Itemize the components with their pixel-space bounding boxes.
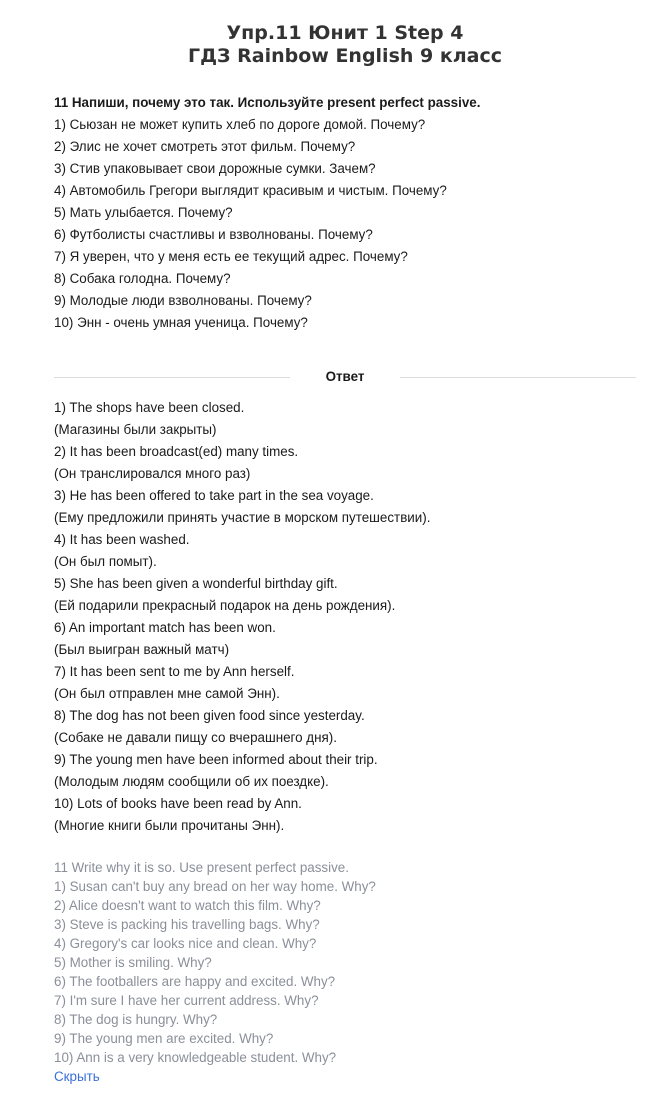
answer-line: 9) The young men have been informed about their trip. [54, 752, 378, 767]
answer-list [54, 397, 634, 837]
original-task-item: 6) The footballers are happy and excited. Why? [54, 974, 336, 989]
original-task-item: 7) I'm sure I have her current address. Why? [54, 993, 319, 1008]
divider-rule-left [54, 377, 290, 378]
original-task-item: 5) Mother is smiling. Why? [54, 955, 212, 970]
answer-line: 5) She has been given a wonderful birthday gift. [54, 576, 338, 591]
task-item: 8) Собака голодна. Почему? [54, 271, 231, 286]
hide-link[interactable]: Скрыть [54, 1069, 100, 1084]
answer-translation: (Ей подарили прекрасный подарок на день рождения). [54, 598, 396, 613]
original-task-item: 2) Alice doesn't want to watch this film. Why? [54, 898, 321, 913]
task-heading: 11 Напиши, почему это так. Используйте present perfect passive. [54, 95, 481, 110]
answer-translation: (Был выигран важный матч) [54, 642, 230, 657]
task-item: 10) Энн - очень умная ученица. Почему? [54, 315, 308, 330]
original-task-item: 1) Susan can't buy any bread on her way home. Why? [54, 879, 376, 894]
task-item: 7) Я уверен, что у меня есть ее текущий адрес. Почему? [54, 249, 408, 264]
original-task-item: 3) Steve is packing his travelling bags. Why? [54, 917, 320, 932]
answer-translation: (Он был отправлен мне самой Энн). [54, 686, 280, 701]
answer-translation: (Молодым людям сообщили об их поездке). [54, 774, 329, 789]
original-task-item: 9) The young men are excited. Why? [54, 1031, 274, 1046]
task-block [54, 92, 634, 334]
answer-line: 1) The shops have been closed. [54, 400, 245, 415]
original-task-block [54, 858, 634, 1086]
task-list [54, 114, 634, 334]
original-task-item: 8) The dog is hungry. Why? [54, 1012, 218, 1027]
answer-line: 8) The dog has not been given food since yesterday. [54, 708, 365, 723]
answer-translation: (Собаке не давали пищу со вчерашнего дня). [54, 730, 337, 745]
answer-divider [54, 366, 636, 388]
task-item: 3) Стив упаковывает свои дорожные сумки. Зачем? [54, 161, 376, 176]
page-title-line2: ГДЗ Rainbow English 9 класс [187, 45, 503, 67]
answer-line: 3) He has been offered to take part in the sea voyage. [54, 488, 374, 503]
answer-translation: (Магазины были закрыты) [54, 422, 217, 437]
answer-translation: (Он был помыт). [54, 554, 157, 569]
task-item: 4) Автомобиль Грегори выглядит красивым и чистым. Почему? [54, 183, 447, 198]
answer-translation: (Многие книги были прочитаны Энн). [54, 818, 285, 833]
task-item: 6) Футболисты счастливы и взволнованы. Почему? [54, 227, 373, 242]
task-item: 1) Сьюзан не может купить хлеб по дороге домой. Почему? [54, 117, 426, 132]
task-item: 2) Элис не хочет смотреть этот фильм. Почему? [54, 139, 356, 154]
answer-line: 10) Lots of books have been read by Ann. [54, 796, 302, 811]
page-title-line1: Упр.11 Юнит 1 Step 4 [226, 22, 464, 44]
original-task-heading: 11 Write why it is so. Use present perfect passive. [54, 860, 349, 875]
answer-line: 6) An important match has been won. [54, 620, 276, 635]
answer-line: 2) It has been broadcast(ed) many times. [54, 444, 299, 459]
task-item: 5) Мать улыбается. Почему? [54, 205, 233, 220]
answer-translation: (Он транслировался много раз) [54, 466, 251, 481]
task-item: 9) Молодые люди взволнованы. Почему? [54, 293, 312, 308]
original-task-item: 4) Gregory's car looks nice and clean. Why? [54, 936, 317, 951]
answer-line: 4) It has been washed. [54, 532, 190, 547]
divider-rule-right [400, 377, 636, 378]
original-task-item: 10) Ann is a very knowledgeable student. Why? [54, 1050, 337, 1065]
answer-heading: Ответ [325, 369, 365, 384]
answer-translation: (Ему предложили принять участие в морском путешествии). [54, 510, 431, 525]
answer-line: 7) It has been sent to me by Ann herself. [54, 664, 295, 679]
